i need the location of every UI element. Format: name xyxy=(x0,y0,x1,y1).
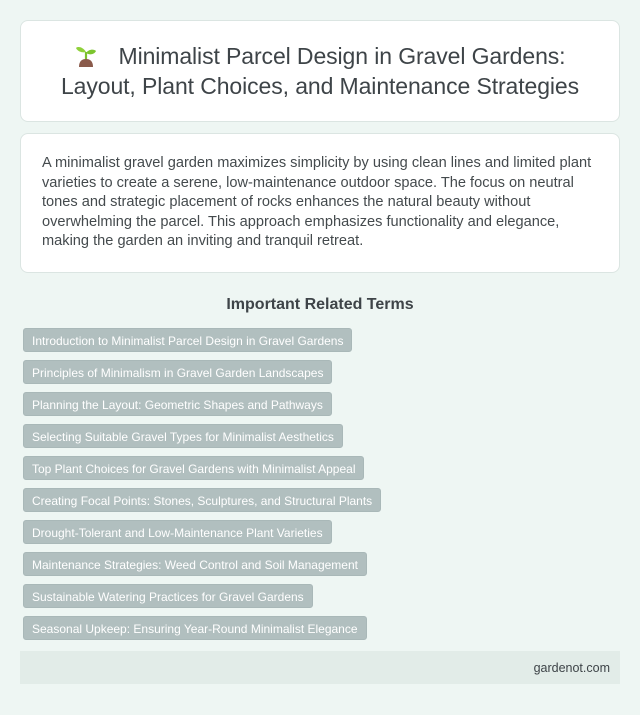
summary-text: A minimalist gravel garden maximizes simplicity by using clean lines and limited plant varieties to create a serene, low-maintenance outdoor space. The focus on neutral tones and strategic placement of rocks enhances the natural beauty without overwhelming the parcel. This approach emphasizes functionality and elegance, making the garden an inviting and tranquil retreat. xyxy=(42,155,592,249)
title-text: Minimalist Parcel Design in Gravel Gardens: Layout, Plant Choices, and Maintenance Strategies xyxy=(60,43,580,99)
page-title xyxy=(41,41,599,101)
related-term-tag[interactable]: Sustainable Watering Practices for Gravel Gardens xyxy=(23,584,313,608)
related-term-tag[interactable]: Top Plant Choices for Gravel Gardens with Minimalist Appeal xyxy=(23,456,364,480)
summary-card xyxy=(20,133,620,273)
seedling-icon xyxy=(75,43,97,67)
related-term-tag[interactable]: Maintenance Strategies: Weed Control and Soil Management xyxy=(23,552,367,576)
footer-site-link[interactable]: gardenot.com xyxy=(533,660,610,675)
related-term-tag[interactable]: Drought-Tolerant and Low-Maintenance Plant Varieties xyxy=(23,520,332,544)
related-term-tag[interactable]: Selecting Suitable Gravel Types for Minimalist Aesthetics xyxy=(23,424,343,448)
related-terms-heading: Important Related Terms xyxy=(226,296,414,313)
related-terms-list xyxy=(20,328,620,640)
related-term-tag[interactable]: Principles of Minimalism in Gravel Garden Landscapes xyxy=(23,360,332,384)
footer xyxy=(20,651,620,684)
related-term-tag[interactable]: Introduction to Minimalist Parcel Design in Gravel Gardens xyxy=(23,328,352,352)
title-card xyxy=(20,20,620,122)
related-term-tag[interactable]: Creating Focal Points: Stones, Sculptures, and Structural Plants xyxy=(23,488,381,512)
related-term-tag[interactable]: Planning the Layout: Geometric Shapes and Pathways xyxy=(23,392,332,416)
related-term-tag[interactable]: Seasonal Upkeep: Ensuring Year-Round Minimalist Elegance xyxy=(23,616,367,640)
